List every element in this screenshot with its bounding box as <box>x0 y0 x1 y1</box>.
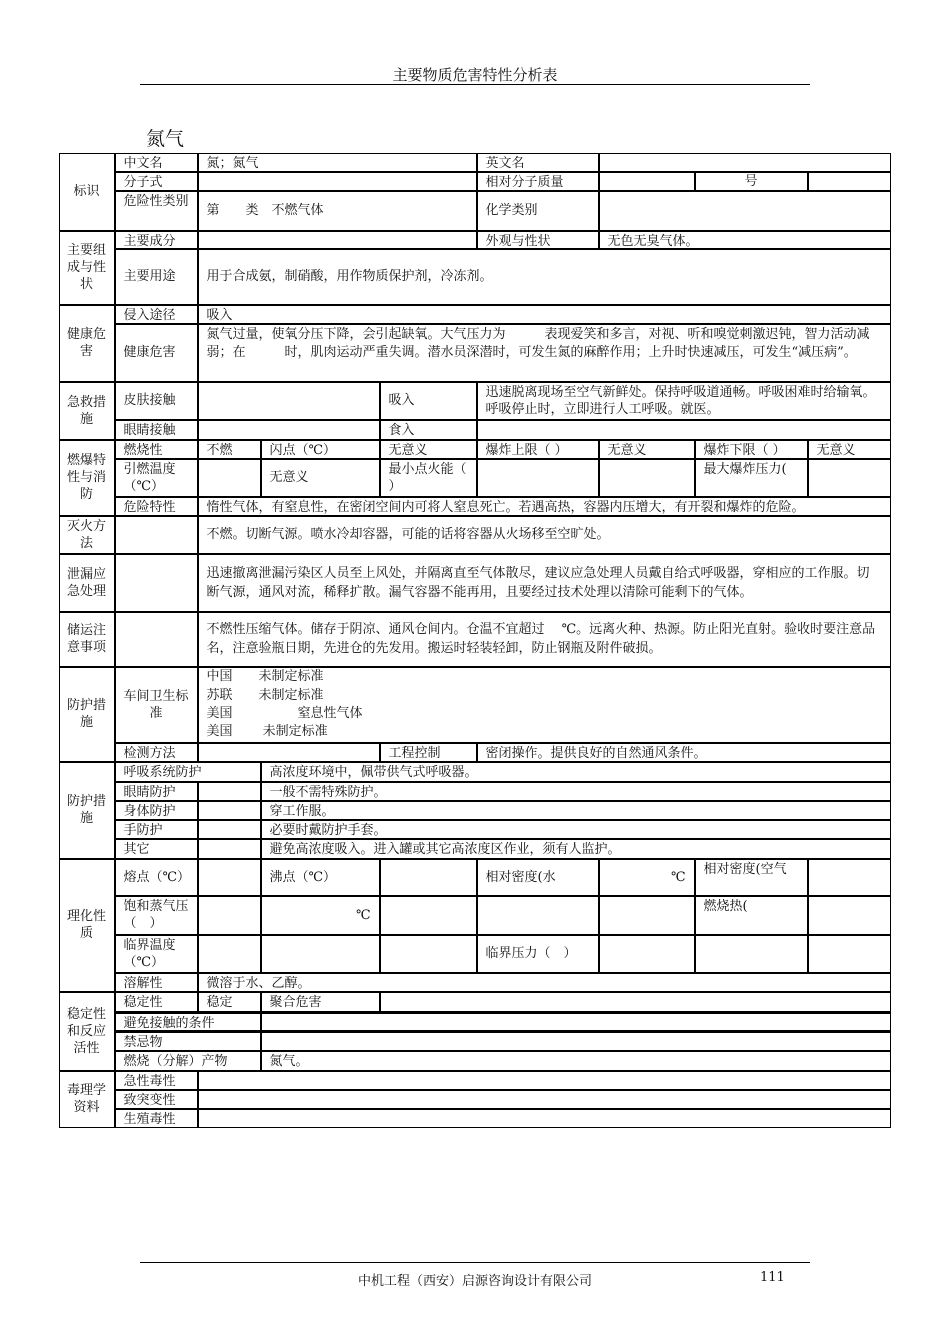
body-protection-value: 穿工作服。 <box>261 801 891 820</box>
vapor-pressure-label: 饱和蒸气压（ ） <box>115 896 198 935</box>
avoid-conditions-label: 避免接触的条件 <box>115 1012 261 1031</box>
chem-class-label: 化学类别 <box>477 191 599 231</box>
storage-value: 不燃性压缩气体。储存于阴凉、通风仓间内。仓温不宜超过 ℃。远离火种、热源。防止阳光直射。验收时要注意品名，注意验瓶日期，先进仓的先发用。搬运时轻装轻卸，防止钢瓶及附件破损。 <box>198 612 891 667</box>
inhale-label: 吸入 <box>380 382 477 420</box>
combustibility-label: 燃烧性 <box>115 440 198 459</box>
avoid-conditions-value <box>261 1012 891 1031</box>
mutagenicity-value <box>198 1090 891 1109</box>
flash-point-label: 闪点（℃） <box>261 440 380 459</box>
section-identity: 标识 <box>59 153 115 231</box>
decomposition-value: 氮气。 <box>261 1051 891 1071</box>
workplace-standard-values <box>198 667 891 743</box>
lower-limit-label: 爆炸下限（ ） <box>695 440 808 459</box>
melting-point-label: 熔点（℃） <box>115 859 198 896</box>
leak-value: 迅速撤离泄漏污染区人员至上风处，并隔离直至气体散尽，建议应急处理人员戴自给式呼吸器，穿相应的工作服。切断气源，通风对流，稀释扩散。漏气容器不能再用，且要经过技术处理以清除可能剩下的气体。 <box>198 554 891 612</box>
danger-label: 危险特性 <box>115 497 198 516</box>
standard-line: 苏联 未制定标准 <box>206 687 324 703</box>
boiling-point-label: 沸点（℃） <box>261 859 380 896</box>
eye-protection-label: 眼睛防护 <box>115 782 198 801</box>
en-name-value <box>599 153 891 172</box>
other-protection-value: 避免高浓度吸入。进入罐或其它高浓度区作业，须有人监护。 <box>261 839 891 859</box>
detection-method-value <box>198 743 380 762</box>
number-value <box>808 172 891 191</box>
upper-limit-value: 无意义 <box>599 440 695 459</box>
section-first-aid: 急救措施 <box>59 382 115 440</box>
incompatible-value <box>261 1031 891 1051</box>
appearance-label: 外观与性状 <box>477 231 599 249</box>
section-fire-fighting: 灭火方法 <box>59 516 115 554</box>
ignition-temp-blank <box>198 459 261 497</box>
eye-protection-blank <box>198 782 261 801</box>
use-value: 用于合成氨，制硝酸，用作物质保护剂，冷冻剂。 <box>198 249 891 305</box>
mw-value <box>599 172 695 191</box>
section-protection-personal: 防护措施 <box>59 762 115 859</box>
health-hazard-label: 健康危害 <box>115 324 198 382</box>
solubility-value: 微溶于水、乙醇。 <box>198 973 891 992</box>
main-component-label: 主要成分 <box>115 231 198 249</box>
acute-toxicity-value <box>198 1071 891 1090</box>
section-stability: 稳定性和反应活性 <box>59 992 115 1071</box>
combustion-heat-label: 燃烧热( <box>695 896 808 935</box>
combustibility-value: 不燃 <box>198 440 261 459</box>
reproductive-toxicity-label: 生殖毒性 <box>115 1109 198 1128</box>
eye-contact-value <box>198 420 380 440</box>
eye-contact-label: 眼睛接触 <box>115 420 198 440</box>
inhale-value: 迅速脱离现场至空气新鲜处。保持呼吸道通畅。呼吸困难时给输氧。呼吸停止时，立即进行人工呼吸。就医。 <box>477 382 891 420</box>
footer-rule <box>140 1262 810 1263</box>
vapor-pressure-unit: ℃ <box>261 896 380 935</box>
hand-protection-label: 手防护 <box>115 820 198 839</box>
relative-density-air-label: 相对密度(空气 <box>695 859 808 896</box>
critical-temp-value <box>198 935 261 973</box>
standard-line: 美国 窒息性气体 <box>206 705 363 721</box>
blank-cell <box>599 459 695 497</box>
upper-limit-label: 爆炸上限（ ） <box>477 440 599 459</box>
hand-protection-value: 必要时戴防护手套。 <box>261 820 891 839</box>
ingest-label: 食入 <box>380 420 477 440</box>
body-protection-blank <box>198 801 261 820</box>
storage-blank <box>115 612 198 667</box>
section-physical: 理化性质 <box>59 859 115 992</box>
vapor-pressure-value <box>198 896 261 935</box>
solubility-label: 溶解性 <box>115 973 198 992</box>
appearance-value: 无色无臭气体。 <box>599 231 891 249</box>
route-value: 吸入 <box>198 305 891 324</box>
company-name: 中机工程（西安）启源咨询设计有限公司 <box>357 1274 592 1289</box>
hazard-table <box>59 153 891 1128</box>
section-leak: 泄漏应急处理 <box>59 554 115 612</box>
hazard-class-value: 第 类 不燃气体 <box>198 191 477 231</box>
section-health: 健康危害 <box>59 305 115 382</box>
blank-cell <box>599 896 695 935</box>
cn-name-value: 氮；氮气 <box>198 153 477 172</box>
chem-class-value <box>599 191 891 231</box>
engineering-control-value: 密闭操作。提供良好的自然通风条件。 <box>477 743 891 762</box>
cn-name-label: 中文名 <box>115 153 198 172</box>
page-number: 111 <box>760 1270 785 1285</box>
page-header-title: 主要物质危害特性分析表 <box>392 66 558 84</box>
critical-pressure-label: 临界压力（ ） <box>477 935 599 973</box>
main-component-value <box>198 231 477 249</box>
danger-value: 惰性气体，有窒息性，在密闭空间内可将人窒息死亡。若遇高热，容器内压增大，有开裂和爆炸的危险。 <box>198 497 891 516</box>
stability-value: 稳定 <box>198 992 261 1012</box>
header-rule <box>140 84 810 85</box>
relative-density-water-label: 相对密度(水 <box>477 859 599 896</box>
standard-line: 美国 未制定标准 <box>206 723 328 739</box>
incompatible-label: 禁忌物 <box>115 1031 261 1051</box>
eye-protection-value: 一般不需特殊防护。 <box>261 782 891 801</box>
leak-blank <box>115 554 198 612</box>
critical-pressure-value <box>599 935 695 973</box>
reproductive-toxicity-value <box>198 1109 891 1128</box>
flash-point-value: 无意义 <box>380 440 477 459</box>
fire-fighting-blank <box>115 516 198 554</box>
hand-protection-blank <box>198 820 261 839</box>
health-hazard-value: 氮气过量，使氧分压下降，会引起缺氧。大气压力为 表现爱笑和多言，对视、听和嗅觉刺激迟钝，智力活动减弱；在 时，肌肉运动严重失调。潜水员深潜时，可发生氮的麻醉作用；上升时快速减压，可发生“减压病”。 <box>198 324 891 382</box>
formula-value <box>198 172 477 191</box>
other-protection-blank <box>198 839 261 859</box>
section-toxicology: 毒理学资料 <box>59 1071 115 1128</box>
formula-label: 分子式 <box>115 172 198 191</box>
polymerization-label: 聚合危害 <box>261 992 380 1012</box>
number-label: 号 <box>695 172 808 191</box>
other-protection-label: 其它 <box>115 839 198 859</box>
engineering-control-label: 工程控制 <box>380 743 477 762</box>
body-protection-label: 身体防护 <box>115 801 198 820</box>
relative-density-water-unit: ℃ <box>599 859 695 896</box>
blank-cell <box>477 896 599 935</box>
ingest-value <box>477 420 891 440</box>
respiratory-value: 高浓度环境中，佩带供气式呼吸器。 <box>261 762 891 782</box>
relative-density-air-value <box>808 859 891 896</box>
max-pressure-label: 最大爆炸压力( <box>695 459 808 497</box>
min-ignition-energy-value <box>477 459 599 497</box>
mutagenicity-label: 致突变性 <box>115 1090 198 1109</box>
acute-toxicity-label: 急性毒性 <box>115 1071 198 1090</box>
blank-cell <box>380 896 477 935</box>
section-composition: 主要组成与性状 <box>59 231 115 305</box>
blank-cell <box>808 935 891 973</box>
polymerization-value <box>380 992 891 1012</box>
max-pressure-value <box>808 459 891 497</box>
critical-temp-label: 临界温度（℃） <box>115 935 198 973</box>
section-storage: 储运注意事项 <box>59 612 115 667</box>
fire-fighting-value: 不燃。切断气源。喷水冷却容器，可能的话将容器从火场移至空旷处。 <box>198 516 891 554</box>
use-label: 主要用途 <box>115 249 198 305</box>
section-fire: 燃爆特性与消防 <box>59 440 115 516</box>
stability-label: 稳定性 <box>115 992 198 1012</box>
skin-contact-label: 皮肤接触 <box>115 382 198 420</box>
section-protection-standard: 防护措施 <box>59 667 115 762</box>
respiratory-label: 呼吸系统防护 <box>115 762 261 782</box>
substance-name: 氮气 <box>146 128 185 150</box>
en-name-label: 英文名 <box>477 153 599 172</box>
blank-cell <box>380 935 477 973</box>
ignition-temp-label: 引燃温度（℃） <box>115 459 198 497</box>
mw-label: 相对分子质量 <box>477 172 599 191</box>
combustion-heat-value <box>808 896 891 935</box>
workplace-standard-label: 车间卫生标准 <box>115 667 198 743</box>
blank-cell <box>261 935 380 973</box>
boiling-point-value <box>380 859 477 896</box>
detection-method-label: 检测方法 <box>115 743 198 762</box>
route-label: 侵入途径 <box>115 305 198 324</box>
standard-line: 中国 未制定标准 <box>206 668 324 684</box>
melting-point-value <box>198 859 261 896</box>
ignition-temp-value: 无意义 <box>261 459 380 497</box>
lower-limit-value: 无意义 <box>808 440 891 459</box>
blank-cell <box>695 935 808 973</box>
decomposition-label: 燃烧（分解）产物 <box>115 1051 261 1071</box>
skin-contact-value <box>198 382 380 420</box>
min-ignition-energy-label: 最小点火能（ ） <box>380 459 477 497</box>
hazard-class-label: 危险性类别 <box>115 191 198 231</box>
